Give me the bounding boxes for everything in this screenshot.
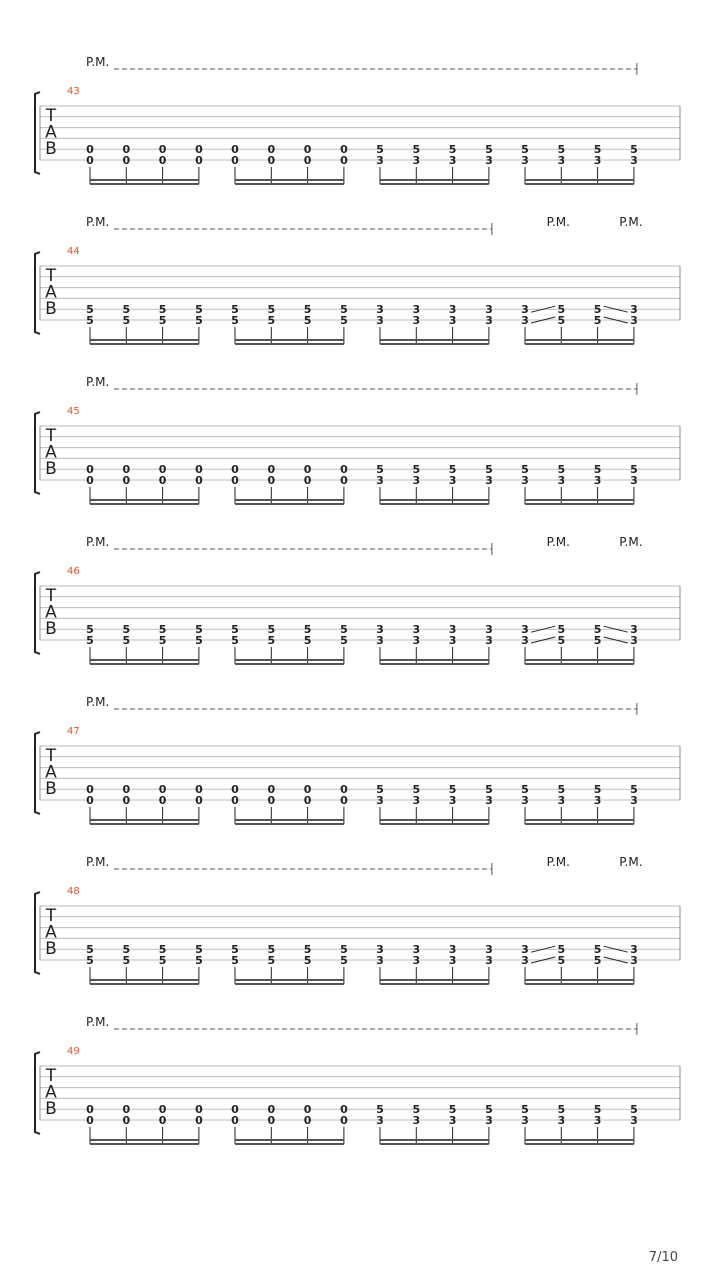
fret-number: 5 bbox=[557, 783, 566, 797]
fret-number: 0 bbox=[303, 783, 312, 797]
fret-number: 0 bbox=[267, 474, 276, 487]
tab-clef-letter: B bbox=[45, 299, 57, 319]
fret-number: 5 bbox=[195, 314, 203, 327]
fret-number: 5 bbox=[231, 943, 239, 957]
fret-number: 5 bbox=[86, 943, 94, 957]
fret-number: 5 bbox=[340, 623, 348, 637]
staff-system bbox=[35, 55, 680, 184]
fret-number: 0 bbox=[231, 794, 239, 807]
fret-number: 3 bbox=[448, 794, 457, 807]
fret-number: 5 bbox=[557, 303, 566, 317]
fret-number: 0 bbox=[195, 143, 203, 157]
fret-number: 0 bbox=[195, 794, 203, 807]
fret-number: 5 bbox=[593, 634, 602, 647]
tab-clef-letter: T bbox=[45, 266, 57, 286]
staff-system bbox=[35, 695, 680, 824]
fret-number: 0 bbox=[122, 154, 131, 167]
fret-number: 3 bbox=[485, 943, 493, 957]
fret-number: 3 bbox=[593, 474, 602, 487]
fret-number: 5 bbox=[521, 463, 529, 477]
tab-clef-letter: A bbox=[45, 122, 57, 143]
fret-number: 0 bbox=[231, 474, 239, 487]
fret-number: 0 bbox=[158, 1103, 167, 1117]
fret-number: 3 bbox=[485, 303, 493, 317]
fret-number: 3 bbox=[485, 154, 493, 167]
palm-mute-label: P.M. bbox=[619, 215, 643, 229]
fret-number: 5 bbox=[86, 954, 94, 967]
tab-clef-letter: T bbox=[45, 586, 57, 606]
fret-number: 5 bbox=[340, 943, 348, 957]
fret-number: 5 bbox=[412, 463, 421, 477]
fret-number: 0 bbox=[195, 463, 203, 477]
tab-clef-letter: B bbox=[45, 1099, 57, 1119]
fret-number: 3 bbox=[412, 303, 421, 317]
fret-number: 3 bbox=[376, 1114, 384, 1127]
fret-number: 5 bbox=[122, 943, 131, 957]
fret-number: 0 bbox=[231, 783, 239, 797]
fret-number: 5 bbox=[593, 954, 602, 967]
fret-number: 0 bbox=[122, 1114, 131, 1127]
fret-number: 5 bbox=[412, 1103, 421, 1117]
fret-number: 0 bbox=[122, 783, 131, 797]
fret-number: 0 bbox=[122, 463, 131, 477]
fret-number: 5 bbox=[267, 303, 276, 317]
fret-number: 0 bbox=[340, 1114, 348, 1127]
system-bracket bbox=[35, 732, 40, 814]
tab-clef-letter: T bbox=[45, 426, 57, 446]
fret-number: 3 bbox=[376, 154, 384, 167]
fret-number: 3 bbox=[521, 943, 529, 957]
fret-number: 3 bbox=[485, 1114, 493, 1127]
fret-number: 3 bbox=[485, 623, 493, 637]
page-number: 7/10 bbox=[648, 1250, 678, 1265]
tab-clef-letter: B bbox=[45, 619, 57, 639]
measure-number: 45 bbox=[67, 406, 80, 417]
fret-number: 5 bbox=[86, 303, 94, 317]
fret-number: 5 bbox=[521, 1103, 529, 1117]
fret-number: 3 bbox=[485, 474, 493, 487]
fret-number: 0 bbox=[267, 1103, 276, 1117]
fret-number: 3 bbox=[376, 943, 384, 957]
fret-number: 0 bbox=[86, 474, 94, 487]
fret-number: 0 bbox=[231, 463, 239, 477]
tab-clef-letter: A bbox=[45, 1082, 57, 1103]
fret-number: 5 bbox=[231, 303, 239, 317]
fret-number: 0 bbox=[340, 474, 348, 487]
fret-number: 3 bbox=[376, 954, 384, 967]
fret-number: 0 bbox=[158, 794, 167, 807]
fret-number: 5 bbox=[557, 1103, 566, 1117]
tab-clef-letter: B bbox=[45, 779, 57, 799]
fret-number: 5 bbox=[557, 143, 566, 157]
fret-number: 0 bbox=[303, 463, 312, 477]
fret-number: 3 bbox=[630, 954, 638, 967]
fret-number: 5 bbox=[267, 954, 276, 967]
palm-mute-label: P.M. bbox=[86, 695, 110, 709]
fret-number: 5 bbox=[86, 314, 94, 327]
fret-number: 0 bbox=[231, 1103, 239, 1117]
fret-number: 0 bbox=[158, 154, 167, 167]
fret-number: 3 bbox=[593, 154, 602, 167]
fret-number: 5 bbox=[557, 463, 566, 477]
fret-number: 3 bbox=[630, 1114, 638, 1127]
tab-clef-letter: T bbox=[45, 1066, 57, 1086]
fret-number: 3 bbox=[557, 154, 566, 167]
fret-number: 3 bbox=[630, 154, 638, 167]
tab-clef-letter: A bbox=[45, 282, 57, 303]
fret-number: 0 bbox=[122, 794, 131, 807]
fret-number: 5 bbox=[448, 1103, 457, 1117]
tab-clef-letter: A bbox=[45, 602, 57, 623]
fret-number: 5 bbox=[158, 314, 167, 327]
fret-number: 5 bbox=[376, 783, 384, 797]
system-bracket bbox=[35, 92, 40, 174]
fret-number: 5 bbox=[303, 623, 312, 637]
fret-number: 5 bbox=[195, 954, 203, 967]
system-bracket bbox=[35, 1052, 40, 1134]
system-bracket bbox=[35, 252, 40, 334]
fret-number: 3 bbox=[557, 794, 566, 807]
fret-number: 0 bbox=[231, 154, 239, 167]
fret-number: 3 bbox=[521, 154, 529, 167]
fret-number: 5 bbox=[231, 954, 239, 967]
palm-mute-label: P.M. bbox=[86, 55, 110, 69]
fret-number: 0 bbox=[340, 783, 348, 797]
palm-mute-label: P.M. bbox=[546, 855, 570, 869]
fret-number: 3 bbox=[557, 474, 566, 487]
fret-number: 0 bbox=[303, 1103, 312, 1117]
measure-number: 44 bbox=[67, 246, 80, 257]
fret-number: 0 bbox=[195, 474, 203, 487]
fret-number: 5 bbox=[376, 143, 384, 157]
fret-number: 3 bbox=[521, 303, 529, 317]
staff-system bbox=[35, 855, 680, 984]
fret-number: 0 bbox=[158, 783, 167, 797]
fret-number: 5 bbox=[448, 143, 457, 157]
fret-number: 3 bbox=[376, 474, 384, 487]
fret-number: 3 bbox=[630, 623, 638, 637]
fret-number: 5 bbox=[557, 943, 566, 957]
tab-clef-letter: T bbox=[45, 906, 57, 926]
fret-number: 3 bbox=[521, 314, 529, 327]
fret-number: 5 bbox=[158, 623, 167, 637]
fret-number: 3 bbox=[593, 1114, 602, 1127]
tab-clef-letter: A bbox=[45, 922, 57, 943]
fret-number: 0 bbox=[267, 783, 276, 797]
fret-number: 0 bbox=[86, 1103, 94, 1117]
fret-number: 5 bbox=[557, 634, 566, 647]
staff-system bbox=[35, 1015, 680, 1144]
fret-number: 5 bbox=[340, 303, 348, 317]
fret-number: 3 bbox=[521, 474, 529, 487]
fret-number: 5 bbox=[557, 954, 566, 967]
fret-number: 5 bbox=[593, 463, 602, 477]
tab-clef-letter: B bbox=[45, 459, 57, 479]
fret-number: 5 bbox=[303, 634, 312, 647]
fret-number: 3 bbox=[521, 1114, 529, 1127]
tab-clef-letter: A bbox=[45, 762, 57, 783]
staff-system bbox=[35, 535, 680, 664]
fret-number: 0 bbox=[195, 783, 203, 797]
fret-number: 5 bbox=[231, 623, 239, 637]
fret-number: 5 bbox=[593, 1103, 602, 1117]
fret-number: 3 bbox=[412, 154, 421, 167]
fret-number: 5 bbox=[267, 314, 276, 327]
fret-number: 0 bbox=[267, 154, 276, 167]
fret-number: 5 bbox=[412, 783, 421, 797]
fret-number: 0 bbox=[86, 783, 94, 797]
tab-clef-letter: A bbox=[45, 442, 57, 463]
fret-number: 3 bbox=[376, 794, 384, 807]
measure-number: 48 bbox=[67, 886, 80, 897]
fret-number: 0 bbox=[86, 794, 94, 807]
fret-number: 0 bbox=[86, 1114, 94, 1127]
fret-number: 5 bbox=[122, 623, 131, 637]
tab-clef-letter: T bbox=[45, 746, 57, 766]
fret-number: 0 bbox=[86, 463, 94, 477]
fret-number: 0 bbox=[86, 154, 94, 167]
fret-number: 5 bbox=[557, 623, 566, 637]
fret-number: 0 bbox=[267, 463, 276, 477]
fret-number: 3 bbox=[448, 314, 457, 327]
measure-number: 49 bbox=[67, 1046, 80, 1057]
fret-number: 0 bbox=[340, 463, 348, 477]
fret-number: 0 bbox=[340, 1103, 348, 1117]
fret-number: 5 bbox=[158, 954, 167, 967]
measure-number: 47 bbox=[67, 726, 80, 737]
palm-mute-label: P.M. bbox=[546, 215, 570, 229]
fret-number: 3 bbox=[376, 303, 384, 317]
tab-clef-letter: B bbox=[45, 139, 57, 159]
fret-number: 5 bbox=[412, 143, 421, 157]
fret-number: 3 bbox=[448, 474, 457, 487]
measure-number: 43 bbox=[67, 86, 80, 97]
fret-number: 3 bbox=[448, 943, 457, 957]
fret-number: 5 bbox=[448, 783, 457, 797]
palm-mute-label: P.M. bbox=[86, 855, 110, 869]
fret-number: 0 bbox=[303, 143, 312, 157]
fret-number: 5 bbox=[630, 1103, 638, 1117]
fret-number: 5 bbox=[122, 634, 131, 647]
fret-number: 5 bbox=[86, 623, 94, 637]
fret-number: 5 bbox=[195, 634, 203, 647]
fret-number: 5 bbox=[593, 623, 602, 637]
fret-number: 3 bbox=[485, 634, 493, 647]
fret-number: 3 bbox=[448, 634, 457, 647]
fret-number: 3 bbox=[630, 474, 638, 487]
fret-number: 5 bbox=[485, 783, 493, 797]
palm-mute-label: P.M. bbox=[619, 535, 643, 549]
fret-number: 5 bbox=[630, 463, 638, 477]
fret-number: 5 bbox=[593, 314, 602, 327]
fret-number: 5 bbox=[231, 634, 239, 647]
fret-number: 5 bbox=[122, 303, 131, 317]
palm-mute-label: P.M. bbox=[86, 375, 110, 389]
fret-number: 0 bbox=[303, 794, 312, 807]
fret-number: 0 bbox=[195, 1114, 203, 1127]
fret-number: 3 bbox=[412, 314, 421, 327]
staff-system bbox=[35, 375, 680, 504]
fret-number: 0 bbox=[122, 143, 131, 157]
fret-number: 3 bbox=[630, 794, 638, 807]
fret-number: 5 bbox=[158, 303, 167, 317]
tab-clef-letter: T bbox=[45, 106, 57, 126]
fret-number: 3 bbox=[412, 943, 421, 957]
fret-number: 3 bbox=[448, 623, 457, 637]
fret-number: 3 bbox=[630, 634, 638, 647]
fret-number: 3 bbox=[557, 1114, 566, 1127]
fret-number: 5 bbox=[593, 303, 602, 317]
palm-mute-label: P.M. bbox=[86, 535, 110, 549]
fret-number: 3 bbox=[521, 794, 529, 807]
fret-number: 5 bbox=[521, 783, 529, 797]
fret-number: 0 bbox=[303, 1114, 312, 1127]
fret-number: 5 bbox=[593, 943, 602, 957]
tab-clef-letter: B bbox=[45, 939, 57, 959]
fret-number: 5 bbox=[521, 143, 529, 157]
fret-number: 3 bbox=[448, 1114, 457, 1127]
fret-number: 5 bbox=[195, 623, 203, 637]
fret-number: 5 bbox=[340, 634, 348, 647]
fret-number: 3 bbox=[593, 794, 602, 807]
fret-number: 5 bbox=[86, 634, 94, 647]
fret-number: 3 bbox=[412, 794, 421, 807]
staff-system bbox=[35, 215, 680, 344]
fret-number: 5 bbox=[630, 143, 638, 157]
fret-number: 5 bbox=[195, 943, 203, 957]
fret-number: 3 bbox=[412, 1114, 421, 1127]
fret-number: 5 bbox=[630, 783, 638, 797]
fret-number: 5 bbox=[122, 954, 131, 967]
fret-number: 5 bbox=[485, 143, 493, 157]
fret-number: 5 bbox=[340, 954, 348, 967]
fret-number: 0 bbox=[86, 143, 94, 157]
fret-number: 5 bbox=[340, 314, 348, 327]
fret-number: 5 bbox=[231, 314, 239, 327]
fret-number: 5 bbox=[376, 1103, 384, 1117]
fret-number: 0 bbox=[267, 1114, 276, 1127]
fret-number: 3 bbox=[376, 314, 384, 327]
fret-number: 3 bbox=[412, 474, 421, 487]
fret-number: 3 bbox=[485, 794, 493, 807]
fret-number: 3 bbox=[448, 154, 457, 167]
fret-number: 5 bbox=[303, 943, 312, 957]
fret-number: 0 bbox=[231, 1114, 239, 1127]
fret-number: 5 bbox=[448, 463, 457, 477]
fret-number: 3 bbox=[412, 623, 421, 637]
palm-mute-label: P.M. bbox=[546, 535, 570, 549]
palm-mute-label: P.M. bbox=[86, 1015, 110, 1029]
fret-number: 0 bbox=[340, 143, 348, 157]
system-bracket bbox=[35, 572, 40, 654]
fret-number: 5 bbox=[557, 314, 566, 327]
fret-number: 3 bbox=[485, 314, 493, 327]
system-bracket bbox=[35, 412, 40, 494]
fret-number: 0 bbox=[158, 143, 167, 157]
fret-number: 0 bbox=[267, 794, 276, 807]
fret-number: 5 bbox=[267, 623, 276, 637]
measure-number: 46 bbox=[67, 566, 80, 577]
palm-mute-label: P.M. bbox=[619, 855, 643, 869]
fret-number: 0 bbox=[267, 143, 276, 157]
fret-number: 0 bbox=[195, 154, 203, 167]
fret-number: 0 bbox=[195, 1103, 203, 1117]
fret-number: 5 bbox=[593, 143, 602, 157]
fret-number: 3 bbox=[412, 634, 421, 647]
fret-number: 5 bbox=[122, 314, 131, 327]
fret-number: 5 bbox=[303, 954, 312, 967]
fret-number: 0 bbox=[340, 154, 348, 167]
fret-number: 0 bbox=[303, 474, 312, 487]
fret-number: 5 bbox=[158, 634, 167, 647]
fret-number: 0 bbox=[303, 154, 312, 167]
fret-number: 3 bbox=[485, 954, 493, 967]
fret-number: 5 bbox=[267, 634, 276, 647]
fret-number: 5 bbox=[158, 943, 167, 957]
fret-number: 5 bbox=[267, 943, 276, 957]
fret-number: 3 bbox=[376, 634, 384, 647]
fret-number: 0 bbox=[231, 143, 239, 157]
palm-mute-label: P.M. bbox=[86, 215, 110, 229]
fret-number: 3 bbox=[630, 303, 638, 317]
fret-number: 0 bbox=[340, 794, 348, 807]
fret-number: 3 bbox=[448, 303, 457, 317]
fret-number: 3 bbox=[448, 954, 457, 967]
fret-number: 3 bbox=[630, 943, 638, 957]
fret-number: 5 bbox=[376, 463, 384, 477]
fret-number: 5 bbox=[303, 303, 312, 317]
system-bracket bbox=[35, 892, 40, 974]
fret-number: 3 bbox=[521, 954, 529, 967]
fret-number: 0 bbox=[158, 463, 167, 477]
fret-number: 3 bbox=[412, 954, 421, 967]
fret-number: 3 bbox=[521, 634, 529, 647]
fret-number: 5 bbox=[303, 314, 312, 327]
fret-number: 5 bbox=[485, 1103, 493, 1117]
fret-number: 5 bbox=[485, 463, 493, 477]
fret-number: 3 bbox=[521, 623, 529, 637]
fret-number: 5 bbox=[593, 783, 602, 797]
fret-number: 3 bbox=[376, 623, 384, 637]
fret-number: 0 bbox=[122, 474, 131, 487]
fret-number: 5 bbox=[195, 303, 203, 317]
fret-number: 0 bbox=[158, 474, 167, 487]
fret-number: 0 bbox=[158, 1114, 167, 1127]
fret-number: 0 bbox=[122, 1103, 131, 1117]
fret-number: 3 bbox=[630, 314, 638, 327]
